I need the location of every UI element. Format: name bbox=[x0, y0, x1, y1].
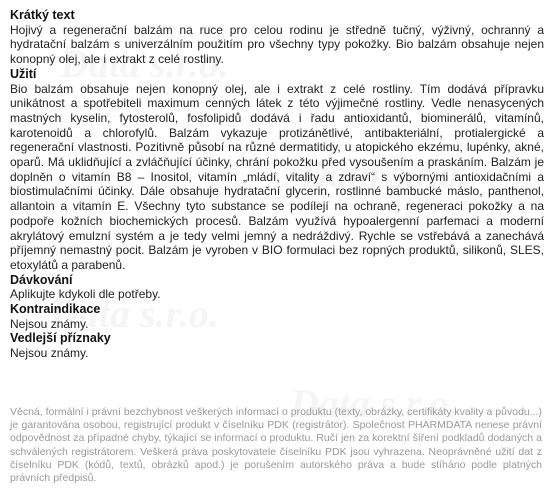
section-dosage bbox=[10, 273, 544, 302]
section-body-usage: Bio balzám obsahuje nejen konopný olej, ale i extrakt z celé rostliny. Tím dodává přípravku unikátnost a spotřebiteli maximum cenných látek z této výjimečné rostliny. Vedle nenasycených mastných kyselin, fytosterolů, fosfolipidů dodává i řadu antioxidantů, biominerálů, vitamínů, karotenoidů a chlorofylů. Balzám vykazuje protizánětlivé, antibakteriální, protialergické a regenerační vlastnosti. Pozitivně působí na různé dermatitidy, u atopického ekzému, lupénky, akné, oparů. Má uklidňující a zvláčňující účinky, chrání pokožku před vysoušením a praskáním. Balzám je doplněn o vitamín B8 – Inositol, vitamín „mládí, vitality a zdraví“ s výbornými antioxidačními a biostimulačními účinky. Dále obsahuje hydratační glycerin, rostlinné bambucké máslo, panthenol, allantoin a vitamín E. Všechny tyto substance se podílejí na ochraně, regeneraci pokožky a na podpoře kožních biochemických procesů. Balzám využívá hypoalergenní parfemaci a moderní akrylátový emulzní systém a je tedy velmi jemný a nedráždivý. Rychle se vstřebává a zanechává příjemný nemastný pocit. Balzám je vyroben v BIO formulaci bez ropných produktů, silikonů, SLES, etoxylátů a parabenů. bbox=[10, 81, 544, 272]
legal-disclaimer: Věcná, formální i právní bezchybnost veškerých informací o produktu (texty, obrázky, certifikáty kvality a původu...) je garantována osobou, registrující produkt v číselníku PDK (registrátor). Společnost PHARMDATA nenese právní odpovědnost za případné chyby, týkající se informací o produktu. Ručí jen za korektní šíření podkladů dodaných a schválených registrátorem. Veškerá práva poskytovatele číselníku PDK jsou vyhrazena. Neoprávněné užití dat z číselníku PDK (kódů, textů, obrázků apod.) je porušením autorského práva a bude stíháno podle platných právních předpisů. bbox=[10, 406, 542, 485]
section-title-side-effects: Vedlejší příznaky bbox=[10, 331, 111, 346]
section-title-short-text: Krátký text bbox=[10, 8, 75, 22]
section-title-contraindications: Kontraindikace bbox=[10, 302, 101, 317]
section-body-dosage: Aplikujte kdykoli dle potřeby. bbox=[10, 287, 161, 302]
section-body-short-text: Hojivý a regenerační balzám na ruce pro celou rodinu je středně tučný, výživný, ochranný a hydratační balzám s univerzálním použitím pro všechny typy pokožky. Bio balzám obsahuje nejen konopný olej, ale i extrakt z celé rostliny. bbox=[10, 22, 544, 67]
section-body-contraindications: Nejsou známy. bbox=[10, 316, 89, 331]
section-title-dosage: Dávkování bbox=[10, 272, 73, 287]
section-contraindications bbox=[10, 302, 544, 331]
section-short-text bbox=[10, 8, 544, 67]
section-body-side-effects: Nejsou známy. bbox=[10, 346, 89, 361]
section-title-usage: Užití bbox=[10, 66, 37, 81]
section-usage bbox=[10, 67, 544, 273]
section-side-effects bbox=[10, 331, 544, 360]
